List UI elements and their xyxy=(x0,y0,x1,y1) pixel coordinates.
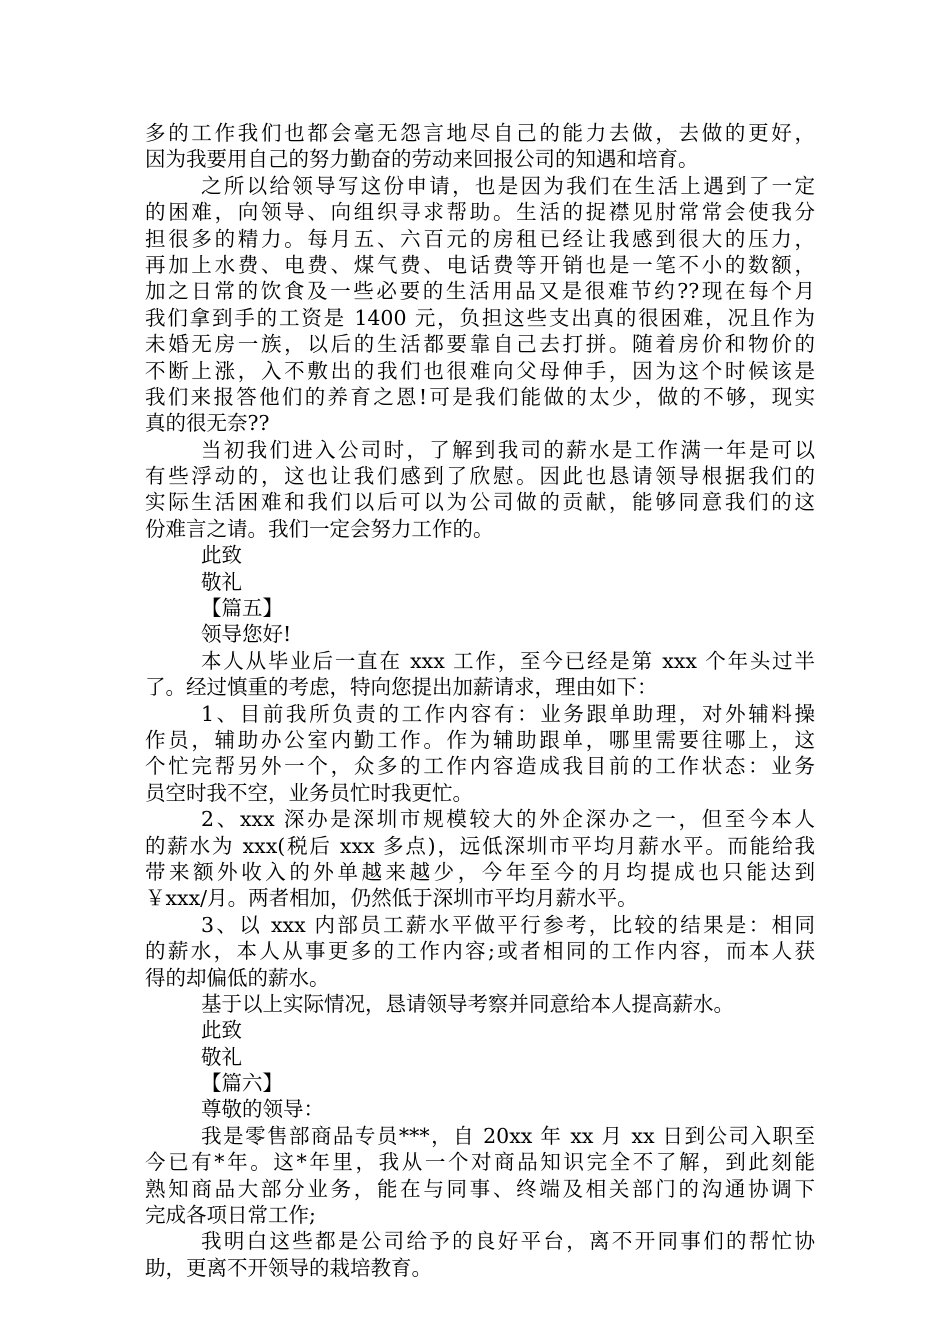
text-line: 此致 xyxy=(201,543,242,568)
text-line: 熟知商品大部分业务，能在与同事、终端及相关部门的沟通协调下 xyxy=(145,1176,815,1201)
text-line: 实际生活困难和我们以后可以为公司做的贡献，能够同意我们的这 xyxy=(145,490,815,515)
document-body xyxy=(145,120,815,1281)
text-line: 【篇五】 xyxy=(201,596,283,621)
text-line: 助，更离不开领导的栽培教育。 xyxy=(145,1255,432,1280)
text-line: ￥xxx/月。两者相加，仍然低于深圳市平均月薪水平。 xyxy=(145,886,638,911)
text-line: 敬礼 xyxy=(201,1044,242,1069)
text-line: 3、以 xxx 内部员工薪水平做平行参考，比较的结果是：相同 xyxy=(201,912,815,937)
text-line: 完成各项日常工作; xyxy=(145,1203,316,1228)
text-line: 本人从毕业后一直在 xxx 工作，至今已经是第 xxx 个年头过半 xyxy=(201,648,815,673)
text-line: 【篇六】 xyxy=(201,1071,283,1096)
text-line: 之所以给领导写这份申请，也是因为我们在生活上遇到了一定 xyxy=(201,173,815,198)
text-line: 个忙完帮另外一个，众多的工作内容造成我目前的工作状态：业务 xyxy=(145,754,815,779)
text-line: 领导您好! xyxy=(201,622,292,647)
text-line: 份难言之请。我们一定会努力工作的。 xyxy=(145,516,494,541)
text-line: 基于以上实际情况，恳请领导考察并同意给本人提高薪水。 xyxy=(201,991,734,1016)
text-line: 未婚无房一族，以后的生活都要靠自己去打拼。随着房价和物价的 xyxy=(145,332,815,357)
text-line: 不断上涨，入不敷出的我们也很难向父母伸手，因为这个时候该是 xyxy=(145,358,815,383)
text-line: 多的工作我们也都会毫无怨言地尽自己的能力去做，去做的更好， xyxy=(145,121,815,145)
text-line: 今已有*年。这*年里，我从一个对商品知识完全不了解，到此刻能 xyxy=(145,1150,815,1175)
text-line: 加之日常的饮食及一些必要的生活用品又是很难节约??现在每个月 xyxy=(145,279,815,304)
text-line: 真的很无奈?? xyxy=(145,411,270,436)
text-line: 我明白这些都是公司给予的良好平台，离不开同事们的帮忙协 xyxy=(201,1229,815,1254)
text-line: 敬礼 xyxy=(201,569,242,594)
text-line: 的困难，向领导、向组织寻求帮助。生活的捉襟见肘常常会使我分 xyxy=(145,200,815,225)
text-line: 的薪水为 xxx(税后 xxx 多点)，远低深圳市平均月薪水平。而能给我 xyxy=(145,833,815,858)
text-line: 我们拿到手的工资是 1400 元，负担这些支出真的很困难，况且作为 xyxy=(145,305,815,330)
text-line: 我们来报答他们的养育之恩!可是我们能做的太少，做的不够，现实 xyxy=(145,384,815,409)
text-line: 当初我们进入公司时，了解到我司的薪水是工作满一年是可以 xyxy=(201,437,815,462)
text-line: 员空时我不空，业务员忙时我更忙。 xyxy=(145,780,473,805)
text-line: 我是零售部商品专员***，自 20xx 年 xx 月 xx 日到公司入职至 xyxy=(201,1123,815,1148)
text-line: 有些浮动的，这也让我们感到了欣慰。因此也恳请领导根据我们的 xyxy=(145,464,815,489)
text-line: 了。经过慎重的考虑，特向您提出加薪请求，理由如下： xyxy=(145,675,658,700)
text-line: 担很多的精力。每月五、六百元的房租已经让我感到很大的压力， xyxy=(145,226,815,251)
text-line: 带来额外收入的外单越来越少，今年至今的月均提成也只能达到 xyxy=(145,859,815,884)
text-line: 此致 xyxy=(201,1018,242,1043)
text-line: 的薪水，本人从事更多的工作内容;或者相同的工作内容，而本人获 xyxy=(145,939,815,964)
text-line: 2、xxx 深办是深圳市规模较大的外企深办之一，但至今本人 xyxy=(201,807,815,832)
text-line: 1、目前我所负责的工作内容有：业务跟单助理，对外辅料操 xyxy=(201,701,815,726)
text-line: 尊敬的领导： xyxy=(201,1097,324,1122)
text-line: 得的却偏低的薪水。 xyxy=(145,965,330,990)
text-line: 作员，辅助办公室内勤工作。作为辅助跟单，哪里需要往哪上，这 xyxy=(145,727,815,752)
text-line: 再加上水费、电费、煤气费、电话费等开销也是一笔不小的数额， xyxy=(145,252,815,277)
text-line: 因为我要用自己的努力勤奋的劳动来回报公司的知遇和培育。 xyxy=(145,147,699,172)
